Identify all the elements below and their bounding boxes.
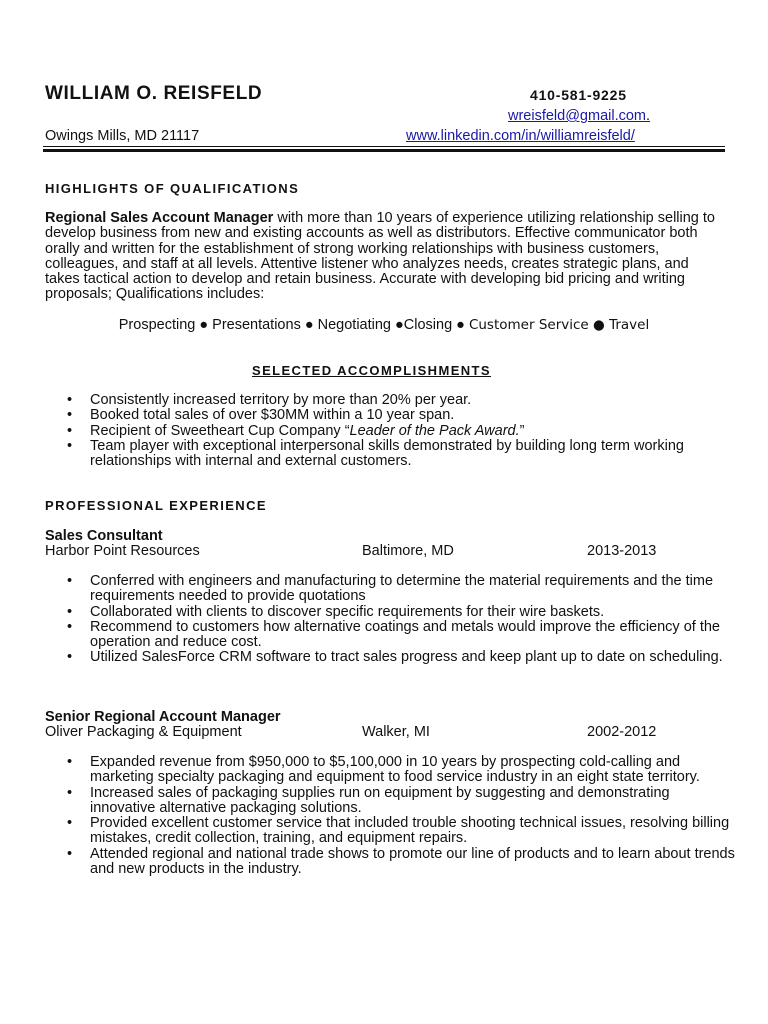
list-item: • Consistently increased territory by more than 20% per year. [45,393,735,408]
section-title-highlights: HIGHLIGHTS OF QUALIFICATIONS [45,181,300,196]
candidate-name: WILLIAM O. REISFELD [45,83,263,104]
award-suffix: ” [519,422,525,439]
email-address[interactable]: wreisfeld@gmail.com [508,108,647,124]
highlights-lead: Regional Sales Account Manager [45,210,274,226]
job-title: Senior Regional Account Manager [45,709,281,725]
accomplishments-list [45,393,735,469]
job-company: Oliver Packaging & Equipment [45,724,242,740]
job-meta-row [45,724,735,741]
award-prefix: Recipient of Sweetheart Cup Company “ [90,422,350,439]
email-link[interactable] [508,108,650,124]
email-suffix: . [646,108,651,124]
list-item-award [45,424,735,439]
award-name: Leader of the Pack Award. [349,422,520,439]
skills-main: Prospecting ● Presentations ● Negotiating ●Closing ● [118,317,469,333]
list-item: • Conferred with engineers and manufacturing to determine the material requirements and the time requirements needed to provide quotations [45,574,735,605]
list-item: • Collaborated with clients to discover specific requirements for their wire baskets. [45,605,735,620]
job-location: Baltimore, MD [362,543,454,559]
job-company: Harbor Point Resources [45,543,200,559]
address: Owings Mills, MD 21117 [45,128,200,144]
linkedin-link[interactable]: www.linkedin.com/in/williamreisfeld/ [406,128,635,144]
section-title-experience: PROFESSIONAL EXPERIENCE [45,498,267,513]
job-dates: 2013-2013 [587,543,657,559]
header-divider-thick [43,149,725,152]
phone-number: 410-581-9225 [530,87,627,103]
list-item: • Booked total sales of over $30MM within a 10 year span. [45,408,735,423]
highlights-body: with more than 10 years of experience utilizing relationship selling to develop business from new and existing accounts as well as distributors. Effective communicator both orally and written for the establishment of strong working relationships with business customers, colleagues, and staff at all levels. Attentive listener who analyzes needs, creates strategic plans, and takes tactical action to develop and retain business. Accurate with developing bid pricing and writing proposals; Qualifications includes: [45,210,715,303]
job-bullets [45,574,735,666]
section-title-accomplishments: SELECTED ACCOMPLISHMENTS [252,363,491,378]
list-item: • Attended regional and national trade shows to promote our line of products and to learn about trends and new products in the industry. [45,847,735,878]
list-item: • Increased sales of packaging supplies run on equipment by suggesting and demonstrating innovative alternative packaging solutions. [45,786,735,817]
skills-light: Customer Service ● Travel [468,317,650,333]
list-item: • Team player with exceptional interpersonal skills demonstrated by building long term working relationships with internal and external customers. [45,439,735,470]
header-divider-thin [43,146,725,147]
job-meta-row [45,543,735,560]
list-item: • Utilized SalesForce CRM software to tract sales progress and keep plant up to date on scheduling. [45,650,735,665]
job-title: Sales Consultant [45,528,163,544]
job-location: Walker, MI [362,724,430,740]
job-dates: 2002-2012 [587,724,657,740]
skills-line [0,317,768,333]
list-item: • Provided excellent customer service that included trouble shooting technical issues, resolving billing mistakes, credit collection, training, and equipment repairs. [45,816,735,847]
job-bullets [45,755,735,877]
list-item: • Recommend to customers how alternative coatings and metals would improve the efficiency of the operation and reduce cost. [45,620,735,651]
highlights-paragraph [45,211,727,303]
list-item: • Expanded revenue from $950,000 to $5,100,000 in 10 years by prospecting cold-calling and marketing specialty packaging and equipment to food service industry in an eight state territory. [45,755,735,786]
